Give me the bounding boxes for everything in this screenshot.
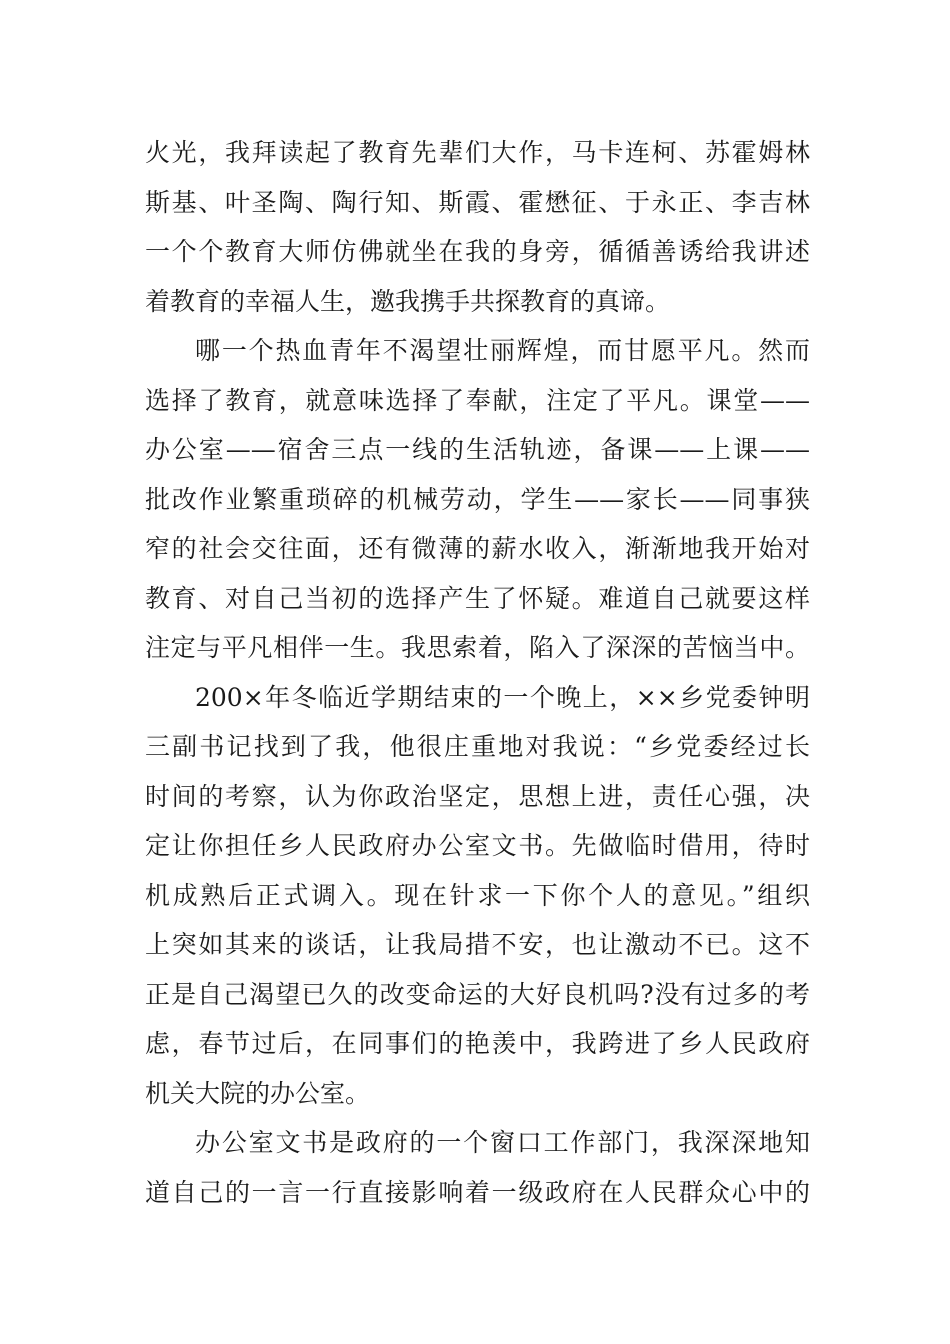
text-line: 虑，春节过后，在同事们的艳羡中，我跨进了乡人民政府 bbox=[145, 1029, 810, 1058]
text-line: 机成熟后正式调入。现在针求一下你个人的意见。”组织 bbox=[145, 880, 810, 910]
text-line: 斯基、叶圣陶、陶行知、斯霞、霍懋征、于永正、李吉林 bbox=[145, 187, 810, 217]
text-line: 时间的考察，认为你政治坚定，思想上进，责任心强，决 bbox=[145, 781, 810, 811]
text-line: 着教育的幸福人生，邀我携手共探教育的真谛。 bbox=[145, 286, 671, 316]
text-line: 注定与平凡相伴一生。我思索着，陷入了深深的苦恼当中。 bbox=[145, 633, 810, 662]
text-line: 批改作业繁重琐碎的机械劳动，学生——家长——同事狭 bbox=[145, 484, 810, 514]
text-line: 一个个教育大师仿佛就坐在我的身旁，循循善诱给我讲述 bbox=[145, 237, 810, 266]
body-text bbox=[145, 128, 810, 1217]
text-line: 道自己的一言一行直接影响着一级政府在人民群众心中的 bbox=[145, 1177, 810, 1207]
text-line: 窄的社会交往面，还有微薄的薪水收入，渐渐地我开始对 bbox=[145, 534, 810, 563]
text-line: 办公室——宿舍三点一线的生活轨迹，备课——上课—— bbox=[145, 435, 810, 464]
text-line: 教育、对自己当初的选择产生了怀疑。难道自己就要这样 bbox=[145, 583, 810, 613]
text-line: 选择了教育，就意味选择了奉献，注定了平凡。课堂—— bbox=[145, 385, 810, 415]
text-line: 火光，我拜读起了教育先辈们大作，马卡连柯、苏霍姆林 bbox=[145, 138, 810, 167]
text-line: 办公室文书是政府的一个窗口工作部门，我深深地知 bbox=[195, 1128, 810, 1157]
text-line: 正是自己渴望已久的改变命运的大好良机吗?没有过多的考 bbox=[145, 979, 810, 1009]
text-line: 三副书记找到了我，他很庄重地对我说：“乡党委经过长 bbox=[145, 732, 810, 761]
text-line: 哪一个热血青年不渴望壮丽辉煌，而甘愿平凡。然而 bbox=[195, 336, 810, 365]
text-line: 200×年冬临近学期结束的一个晚上，××乡党委钟明 bbox=[195, 682, 810, 712]
text-line: 定让你担任乡人民政府办公室文书。先做临时借用，待时 bbox=[145, 831, 810, 860]
text-line: 机关大院的办公室。 bbox=[145, 1078, 371, 1108]
text-line: 上突如其来的谈话，让我局措不安，也让激动不已。这不 bbox=[145, 930, 810, 959]
